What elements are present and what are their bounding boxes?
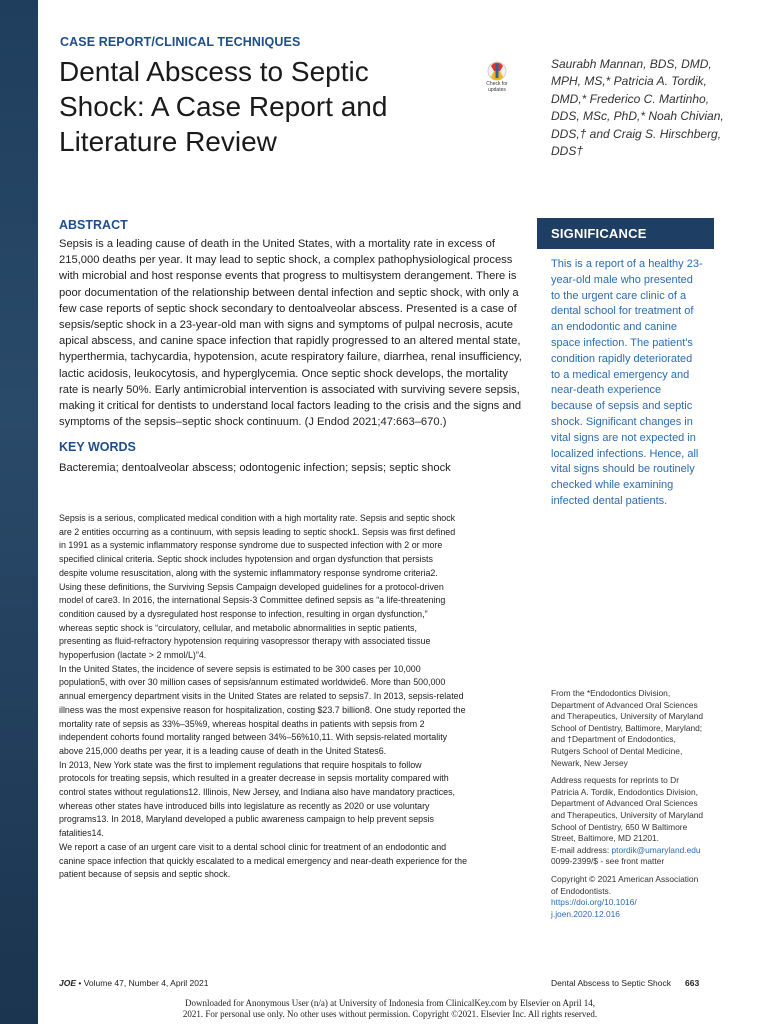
author-list (551, 56, 741, 160)
body-line: In 2013, New York state was the first to implement regulations that require hospitals to follow (59, 759, 422, 770)
significance-heading: SIGNIFICANCE (551, 226, 647, 241)
footer-journal-info (59, 978, 208, 988)
check-for-updates-badge[interactable] (478, 60, 516, 98)
abstract-line: Sepsis is a leading cause of death in the United States, with a mortality rate in excess of (59, 238, 495, 250)
running-title: Dental Abscess to Septic Shock (551, 978, 672, 988)
abstract-line: sepsis/septic shock in a 23-year-old man with signs and symptoms of pulpal necrosis, acute (59, 319, 513, 332)
body-line: canine space infection that quickly escalated to a medical emergency and near-death experience for the (59, 855, 468, 866)
email-label: E-mail address: (551, 844, 612, 855)
abstract-line: hyperthermia, tachycardia, hypotension, acute respiratory failure, diarrhea, renal insufficiency, (59, 351, 522, 364)
body-line: In the United States, the incidence of severe sepsis is estimated to be 300 cases per 10,000 (59, 663, 421, 674)
author-line: Saurabh Mannan, BDS, DMD, (551, 57, 712, 71)
body-line: specified clinical criteria. Septic shock includes hypotension and organ dysfunction that persists (59, 554, 433, 565)
abstract-heading: ABSTRACT (59, 218, 128, 232)
body-line: patient because of sepsis and septic shock. (59, 869, 231, 880)
significance-line: checked while examining (551, 479, 674, 492)
page-side-strip (0, 0, 38, 1024)
body-line: above 215,000 deaths per year, it is a leading cause of death in the United States6. (59, 745, 387, 756)
abstract-line: few case reports of septic shock secondary to dentoalveolar abscess. Presented is a case of (59, 302, 517, 315)
keywords-text: Bacteremia; dentoalveolar abscess; odontogenic infection; sepsis; septic shock (59, 462, 451, 474)
section-label: CASE REPORT/CLINICAL TECHNIQUES (60, 35, 301, 49)
significance-line: shock. Significant changes in (551, 415, 693, 428)
body-line: mortality rate of sepsis as 33%–35%9, whereas hospital deaths in patients with sepsis from 2 (59, 718, 425, 729)
email-link[interactable]: ptordik@umaryland.edu (611, 844, 701, 855)
body-line: in 1991 as a systemic inflammatory response syndrome due to suspected infection with 2 or more (59, 540, 443, 551)
body-line: whereas other states have introduced bills into legislature as recently as 2020 or use voluntary (59, 800, 430, 811)
body-line: condition caused by a dysregulated host response to infection, resulting in organ dysfunction,” (59, 608, 428, 619)
price-line: 0099-2399/$ - see front matter (551, 856, 665, 867)
body-line: population5, with over 30 million cases of sepsis/annum estimated worldwide6. More than 500,000 (59, 677, 446, 688)
author-line: DDS,† and Craig S. Hirschberg, (551, 126, 722, 141)
significance-line: space infection. The patient's (551, 336, 693, 349)
body-line: We report a case of an urgent care visit to a dental school clinic for treatment of an endodontic and (59, 841, 447, 852)
author-line: DMD,* Frederico C. Martinho, (551, 91, 710, 106)
significance-line: localized infections. Hence, all (551, 447, 699, 460)
title-line: Shock: A Case Report and (59, 91, 388, 122)
keywords-heading: KEY WORDS (59, 440, 136, 454)
affiliation-line: Newark, New Jersey (551, 757, 628, 768)
significance-line: year-old male who presented (551, 273, 693, 286)
article-body (59, 512, 519, 882)
body-line: control states without regulations12. Illinois, New Jersey, and Indiana also have mandatory practices, (59, 787, 455, 798)
affiliation-line: Rutgers School of Dental Medicine, (551, 745, 683, 756)
journal-abbrev: JOE (59, 978, 77, 988)
significance-line: because of sepsis and septic (551, 400, 693, 413)
download-line: 2021. For personal use only. No other uses without permission. Copyright ©2021. Elsevier Inc. All rights reserved. (182, 1009, 598, 1019)
body-line: Using these definitions, the Surviving Sepsis Campaign developed guidelines for a protocol-driven (59, 581, 444, 592)
address-line: and Therapeutics, University of Maryland (551, 809, 704, 820)
body-line: hypoperfusion (lactate > 2 mmol/L)”4. (59, 650, 207, 661)
body-line: model of care3. In 2016, the international Sepsis-3 Committee defined sepsis as “a life-threatening (59, 595, 446, 606)
significance-line: infected dental patients. (551, 494, 668, 507)
body-line: protocols for treating sepsis, which resulted in a greater decrease in sepsis mortality compared with (59, 773, 449, 784)
significance-line: condition rapidly deteriorated (551, 352, 693, 365)
footer-running-head (551, 978, 699, 988)
affiliation-line: and Therapeutics, University of Maryland (551, 711, 704, 722)
significance-line: to the urgent care clinic of a (551, 289, 687, 302)
crossmark-icon (478, 60, 516, 82)
issue-info: • Volume 47, Number 4, April 2021 (76, 978, 209, 988)
abstract-text (59, 236, 522, 430)
abstract-line: making it critical for dentists to understand local factors leading to the crisis and the signs and (59, 400, 522, 413)
abstract-line: symptoms of the sepsis–septic shock continuum. (J Endod 2021;47:663–670.) (59, 416, 447, 429)
significance-line: vital signs are not expected in (551, 431, 696, 444)
address-line: Street, Baltimore, MD 21201. (551, 833, 659, 844)
significance-header (537, 218, 714, 249)
address-line: School of Dentistry, 650 W Baltimore (551, 821, 688, 832)
doi-link[interactable]: j.joen.2020.12.016 (551, 908, 620, 919)
email-line (551, 845, 721, 857)
abstract-line: 215,000 deaths per year. It may lead to septic shock, a complex pathophysiological process (59, 254, 513, 267)
significance-line: near-death experience (551, 384, 662, 397)
download-line: Downloaded for Anonymous User (n/a) at University of Indonesia from ClinicalKey.com by Elsevier on April 14, (184, 998, 596, 1008)
significance-text (551, 257, 711, 510)
title-line: Dental Abscess to Septic (59, 56, 369, 87)
body-line: Sepsis is a serious, complicated medical condition with a high mortality rate. Sepsis and septic shock (59, 513, 456, 523)
body-line: despite volume resuscitation, along with the systemic inflammatory response syndrome criteria2. (59, 567, 438, 578)
significance-line: This is a report of a healthy 23- (551, 258, 703, 270)
affiliation-notes (551, 688, 721, 920)
affiliation-line: School of Dentistry, Baltimore, Maryland; (551, 722, 703, 733)
badge-label: Check for updates (486, 81, 508, 93)
body-line: whereas septic shock is “circulatory, cellular, and metabolic abnormalities in septic patients, (59, 622, 417, 633)
title-line: Literature Review (59, 126, 277, 157)
author-line: DDS, MSc, PhD,* Noah Chivian, (551, 109, 724, 124)
author-line: MPH, MS,* Patricia A. Tordik, (551, 74, 707, 89)
page-number: 663 (685, 978, 700, 988)
address-line: Department of Advanced Oral Sciences (551, 798, 698, 809)
abstract-line: rate is nearly 50%. Early antimicrobial intervention is associated with surviving severe sepsis, (59, 383, 520, 396)
affiliation-line: and †Department of Endodontics, (551, 734, 676, 745)
affiliation-line: From the *Endodontics Division, (551, 688, 671, 698)
address-line: Patricia A. Tordik, Endodontics Division, (551, 786, 698, 797)
significance-line: to a medical emergency and (551, 368, 690, 381)
body-line: fatalities14. (59, 828, 104, 839)
copyright-line: Copyright © 2021 American Association (551, 873, 699, 884)
copyright-line: of Endodontists. (551, 885, 612, 896)
body-line: independent cohorts found mortality ranged between 34%–56%10,11. With sepsis-related mortality (59, 732, 448, 743)
abstract-line: apical abscess, and canine space infection that rapidly progressed to an altered mental state, (59, 335, 521, 348)
affiliation-line: Department of Advanced Oral Sciences (551, 699, 698, 710)
download-notice (60, 998, 720, 1020)
significance-line: an endodontic and canine (551, 321, 677, 334)
doi-link[interactable]: https://doi.org/10.1016/ (551, 897, 637, 908)
body-line: are 2 entities occurring as a continuum, with sepsis leading to septic shock1. Sepsis was first defined (59, 526, 456, 537)
body-line: presenting as fluid-refractory hypotension requiring vasopressor therapy with associated tissue (59, 636, 431, 647)
abstract-line: lactic acidosis, leukocytosis, and hyperglycemia. Once septic shock develops, the mortality (59, 367, 508, 380)
abstract-line: with microbial and host response events that progress to multisystem derangement. There is (59, 270, 517, 283)
significance-line: vital signs should be routinely (551, 463, 695, 476)
body-line: programs13. In 2018, Maryland developed a public awareness campaign to help prevent sepsis (59, 814, 434, 825)
abstract-line: poor documentation of the relationship between dental infection and septic shock, with only a (59, 286, 519, 299)
body-line: annual emergency department visits in the United States are related to sepsis7. In 2013, sepsis-related (59, 691, 464, 702)
significance-line: dental school for treatment of (551, 305, 694, 318)
author-line: DDS† (551, 144, 584, 159)
article-title (59, 54, 459, 159)
address-line: Address requests for reprints to Dr (551, 775, 680, 786)
body-line: illness was the most expensive reason for hospitalization, costing $23.7 billion8. One study reported the (59, 704, 466, 715)
